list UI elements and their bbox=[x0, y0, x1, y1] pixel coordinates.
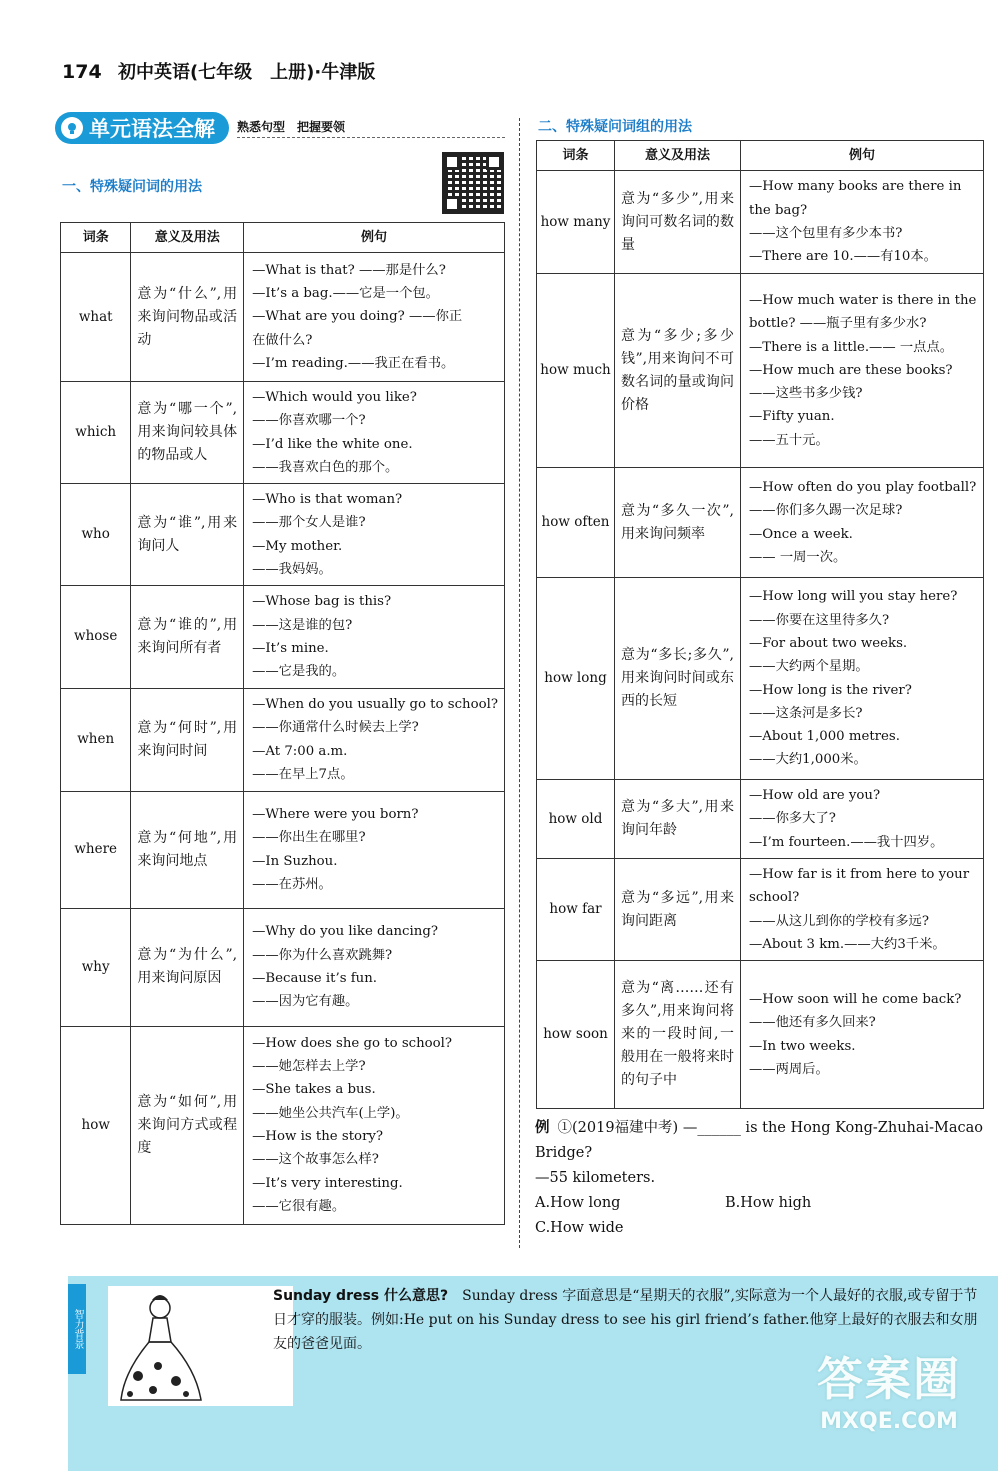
table-row bbox=[61, 908, 505, 1026]
entry-examples bbox=[244, 586, 505, 688]
example-line: school? bbox=[749, 890, 800, 906]
example-line: —About 3 km.——大约3千米。 bbox=[749, 936, 946, 952]
entry-word: which bbox=[61, 382, 131, 484]
table-row bbox=[537, 468, 984, 578]
header-word: 词条 bbox=[61, 223, 131, 253]
section2-title: 二、特殊疑问词组的用法 bbox=[538, 119, 692, 135]
entry-meaning: 意为“多大”,用来询问年龄 bbox=[615, 780, 741, 859]
entry-word: what bbox=[61, 253, 131, 382]
example-line: —Because it’s fun. bbox=[252, 971, 378, 987]
example-line: —What is that? ——那是什么? bbox=[252, 262, 446, 278]
example-line: —What are you doing? ——你正 bbox=[252, 309, 463, 325]
example-line: —Where were you born? bbox=[252, 806, 419, 822]
entry-word: how bbox=[61, 1026, 131, 1224]
example-line: ——五十元。 bbox=[749, 432, 829, 448]
entry-meaning: 意为“何地”,用来询问地点 bbox=[131, 791, 244, 908]
example-line: —Why do you like dancing? bbox=[252, 924, 438, 940]
entry-meaning: 意为“多少;多少钱”,用来询问不可数名词的量或询问价格 bbox=[615, 274, 741, 468]
qr-code-icon bbox=[442, 152, 504, 214]
table-row bbox=[61, 484, 505, 586]
example-line: ——我妈妈。 bbox=[252, 562, 332, 578]
example-line: —I’m fourteen.——我十四岁。 bbox=[749, 834, 944, 850]
entry-examples bbox=[741, 578, 984, 780]
example-line: ——你多大了? bbox=[749, 811, 836, 827]
entry-meaning: 意为“多远”,用来询问距离 bbox=[615, 859, 741, 961]
header-word: 词条 bbox=[537, 141, 615, 171]
entry-word: where bbox=[61, 791, 131, 908]
entry-examples bbox=[741, 468, 984, 578]
example-line: 在做什么? bbox=[252, 332, 313, 348]
example-line: —Fifty yuan. bbox=[749, 409, 835, 425]
table-header-row bbox=[537, 141, 984, 171]
entry-meaning: 意为“何时”,用来询问时间 bbox=[131, 688, 244, 791]
entry-meaning: 意为“多久一次”,用来询问频率 bbox=[615, 468, 741, 578]
example-line: —How is the story? bbox=[252, 1129, 384, 1145]
exercise-lead: 例 bbox=[535, 1120, 550, 1136]
example-line: ——在苏州。 bbox=[252, 876, 332, 892]
exercise-question-line bbox=[535, 1116, 985, 1166]
example-line: ——这条河是多长? bbox=[749, 705, 863, 721]
example-line: ——她怎样去上学? bbox=[252, 1059, 366, 1075]
example-line: —For about two weeks. bbox=[749, 635, 908, 651]
entry-word: how much bbox=[537, 274, 615, 468]
example-line: —How much water is there in the bbox=[749, 292, 977, 308]
tip-side-label: 智力背景 bbox=[68, 1284, 86, 1374]
entry-word: how far bbox=[537, 859, 615, 961]
exercise-answer: —55 kilometers. bbox=[535, 1170, 656, 1186]
header-examples: 例句 bbox=[741, 141, 984, 171]
example-line: —When do you usually go to school? bbox=[252, 696, 498, 712]
option-c[interactable]: C.How wide bbox=[535, 1220, 624, 1236]
entry-meaning: 意为“谁”,用来询问人 bbox=[131, 484, 244, 586]
entry-examples bbox=[244, 484, 505, 586]
entry-examples bbox=[244, 791, 505, 908]
watermark-url: MXQE.COM bbox=[820, 1409, 958, 1434]
entry-examples bbox=[244, 382, 505, 484]
example-line: ——它是我的。 bbox=[252, 664, 346, 680]
entry-examples bbox=[244, 908, 505, 1026]
entry-examples bbox=[244, 688, 505, 791]
example-exercise bbox=[535, 1116, 985, 1241]
entry-examples bbox=[244, 1026, 505, 1224]
example-line: ——因为它有趣。 bbox=[252, 994, 359, 1010]
example-line: —There is a little.—— 一点点。 bbox=[749, 339, 954, 355]
entry-word: whose bbox=[61, 586, 131, 688]
table-row bbox=[537, 171, 984, 274]
example-line: —It’s very interesting. bbox=[252, 1175, 403, 1191]
tip-question: Sunday dress 什么意思? bbox=[273, 1288, 449, 1304]
example-line: ——你出生在哪里? bbox=[252, 830, 366, 846]
example-line: ——这些书多少钱? bbox=[749, 386, 863, 402]
table-row bbox=[61, 688, 505, 791]
table-row bbox=[61, 253, 505, 382]
header-meaning: 意义及用法 bbox=[131, 223, 244, 253]
page-number: 174 bbox=[62, 61, 102, 83]
example-line: —How soon will he come back? bbox=[749, 992, 962, 1008]
entry-word: how many bbox=[537, 171, 615, 274]
entry-examples bbox=[741, 274, 984, 468]
entry-meaning: 意为“为什么”,用来询问原因 bbox=[131, 908, 244, 1026]
entry-word: who bbox=[61, 484, 131, 586]
entry-examples bbox=[741, 171, 984, 274]
entry-word: how soon bbox=[537, 961, 615, 1109]
lightbulb-icon bbox=[61, 117, 83, 139]
example-line: —In Suzhou. bbox=[252, 853, 338, 869]
column-divider bbox=[519, 118, 520, 1248]
table-row bbox=[61, 1026, 505, 1224]
page-header bbox=[62, 58, 375, 84]
entry-meaning: 意为“离……还有多久”,用来询问将来的一段时间,一般用在一般将来时的句子中 bbox=[615, 961, 741, 1109]
example-line: ——它很有趣。 bbox=[252, 1198, 346, 1214]
example-line: —I’d like the white one. bbox=[252, 436, 413, 452]
example-line: ——大约1,000米。 bbox=[749, 752, 867, 768]
unit-grammar-banner bbox=[55, 112, 505, 144]
table-row bbox=[537, 859, 984, 961]
example-line: —Who is that woman? bbox=[252, 492, 403, 508]
example-line: —I’m reading.——我正在看书。 bbox=[252, 355, 455, 371]
example-line: —How long will you stay here? bbox=[749, 589, 958, 605]
book-title: 初中英语(七年级 上册)·牛津版 bbox=[117, 62, 376, 83]
example-line: —There are 10.——有10本。 bbox=[749, 249, 937, 265]
site-watermark bbox=[794, 1343, 984, 1463]
exercise-options-row bbox=[535, 1191, 985, 1216]
example-line: —My mother. bbox=[252, 538, 343, 554]
example-line: ——这个包里有多少本书? bbox=[749, 226, 903, 241]
example-line: ——你要在这里待多久? bbox=[749, 612, 890, 628]
entry-word: how often bbox=[537, 468, 615, 578]
example-line: ——你为什么喜欢跳舞? bbox=[252, 947, 393, 963]
example-line: —About 1,000 metres. bbox=[749, 729, 900, 745]
entry-word: why bbox=[61, 908, 131, 1026]
exercise-question: ①(2019福建中考) —______ is the Hong Kong-Zhuhai-Macao Bridge? bbox=[535, 1120, 984, 1161]
table-row bbox=[61, 382, 505, 484]
table-row bbox=[537, 780, 984, 859]
example-line: —How much are these books? bbox=[749, 362, 953, 378]
question-phrases-table bbox=[536, 140, 984, 1109]
table-row bbox=[537, 274, 984, 468]
example-line: ——两周后。 bbox=[749, 1061, 829, 1077]
table-row bbox=[61, 586, 505, 688]
entry-meaning: 意为“哪一个”,用来询问较具体的物品或人 bbox=[131, 382, 244, 484]
watermark-logo-text: 答案圈 bbox=[817, 1352, 961, 1406]
header-meaning: 意义及用法 bbox=[615, 141, 741, 171]
entry-meaning: 意为“什么”,用来询问物品或活动 bbox=[131, 253, 244, 382]
background-tip-box bbox=[68, 1276, 998, 1471]
example-line: —It’s mine. bbox=[252, 640, 329, 656]
header-examples: 例句 bbox=[244, 223, 505, 253]
banner-tagline: 熟悉句型 把握要领 bbox=[237, 118, 505, 138]
entry-examples bbox=[741, 780, 984, 859]
entry-meaning: 意为“多少”,用来询问可数名词的数量 bbox=[615, 171, 741, 274]
table-header-row bbox=[61, 223, 505, 253]
example-line: ——那个女人是谁? bbox=[252, 515, 366, 531]
example-line: ——大约两个星期。 bbox=[749, 659, 869, 675]
entry-word: when bbox=[61, 688, 131, 791]
example-line: ——她坐公共汽车(上学)。 bbox=[252, 1105, 409, 1121]
example-line: ——我喜欢白色的那个。 bbox=[252, 459, 399, 475]
entry-word: how long bbox=[537, 578, 615, 780]
example-line: ——在早上7点。 bbox=[252, 766, 354, 782]
example-line: —How far is it from here to your bbox=[749, 867, 970, 882]
section1-title: 一、特殊疑问词的用法 bbox=[62, 179, 202, 195]
option-a[interactable]: A.How long bbox=[535, 1195, 621, 1211]
entry-examples bbox=[741, 859, 984, 961]
example-line: —— 一周一次。 bbox=[749, 549, 847, 565]
example-line: —Which would you like? bbox=[252, 390, 417, 405]
entry-examples bbox=[244, 253, 505, 382]
option-b[interactable]: B.How high bbox=[725, 1195, 812, 1211]
example-line: —Once a week. bbox=[749, 526, 853, 542]
example-line: ——你喜欢哪一个? bbox=[252, 413, 366, 429]
example-line: ——你通常什么时候去上学? bbox=[252, 720, 419, 736]
example-line: —How often do you play football? bbox=[749, 479, 977, 495]
example-line: the bag? bbox=[749, 202, 808, 218]
example-line: ——你们多久踢一次足球? bbox=[749, 503, 903, 519]
example-line: —In two weeks. bbox=[749, 1038, 856, 1054]
example-line: —At 7:00 a.m. bbox=[252, 743, 348, 759]
example-line: ——这是谁的包? bbox=[252, 617, 353, 633]
table-row bbox=[61, 791, 505, 908]
entry-meaning: 意为“多长;多久”,用来询问时间或东西的长短 bbox=[615, 578, 741, 780]
example-line: ——这个故事怎么样? bbox=[252, 1152, 379, 1168]
example-line: —How many books are there in bbox=[749, 179, 962, 195]
entry-word: how old bbox=[537, 780, 615, 859]
example-line: ——从这儿到你的学校有多远? bbox=[749, 913, 929, 929]
girl-in-dress-illustration bbox=[108, 1286, 293, 1406]
entry-meaning: 意为“如何”,用来询问方式或程度 bbox=[131, 1026, 244, 1224]
tip-body: Sunday dress 字面意思是“星期天的衣服”,实际意为一个人最好的衣服,或专留于节日才穿的服装。例如:He put on his Sunday dress to see his girl friend’s father.他穿上最好的衣服去和女朋友的爸爸见面。 bbox=[273, 1288, 978, 1352]
example-line: —How does she go to school? bbox=[252, 1035, 453, 1051]
table-row bbox=[537, 578, 984, 780]
example-line: —She takes a bus. bbox=[252, 1082, 376, 1098]
example-line: bottle? ——瓶子里有多少水? bbox=[749, 316, 927, 332]
example-line: ——他还有多久回来? bbox=[749, 1015, 876, 1031]
entry-examples bbox=[741, 961, 984, 1109]
entry-meaning: 意为“谁的”,用来询问所有者 bbox=[131, 586, 244, 688]
example-line: —It’s a bag.——它是一个包。 bbox=[252, 286, 439, 302]
banner-pill bbox=[55, 112, 229, 144]
example-line: —Whose bag is this? bbox=[252, 594, 392, 610]
question-words-table bbox=[60, 222, 505, 1225]
example-line: —How long is the river? bbox=[749, 682, 912, 698]
example-line: —How old are you? bbox=[749, 788, 881, 804]
table-row bbox=[537, 961, 984, 1109]
banner-title: 单元语法全解 bbox=[89, 117, 215, 141]
